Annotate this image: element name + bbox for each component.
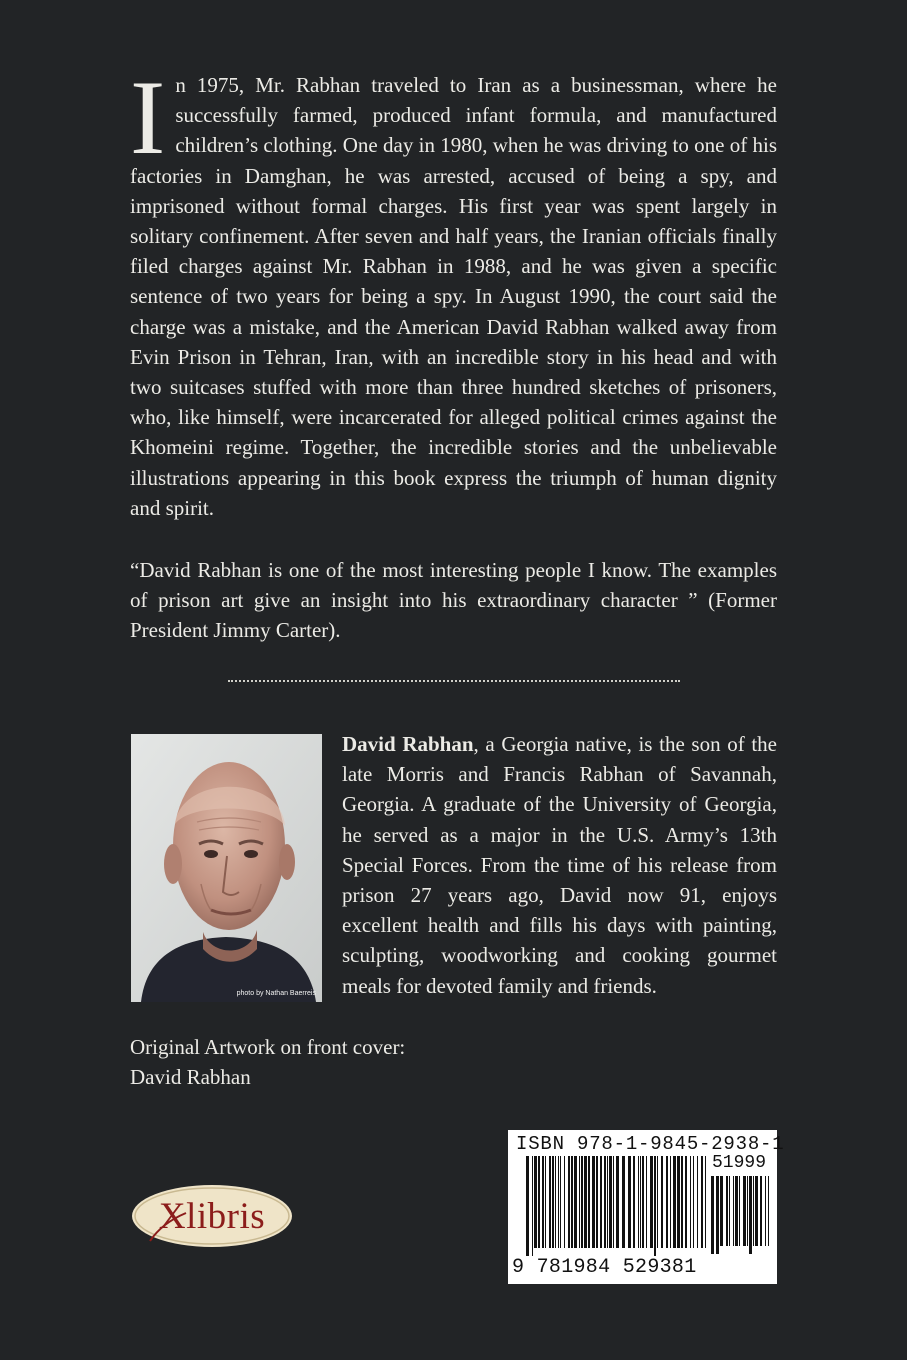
barcode-bar <box>739 1176 740 1246</box>
barcode-bar <box>542 1156 544 1248</box>
barcode-bar <box>564 1156 565 1248</box>
barcode-bar <box>726 1176 728 1246</box>
barcode-bar <box>532 1156 533 1256</box>
barcode-bar <box>733 1176 734 1246</box>
author-bio <box>342 729 777 1001</box>
isbn-barcode <box>508 1130 785 1284</box>
barcode-bar <box>743 1176 746 1246</box>
barcode-bar <box>646 1156 647 1248</box>
blurb-text: n 1975, Mr. Rabhan traveled to Iran as a businessman, where he successfully farmed, produced infant formula, and manufactured children’s clothing. One day in 1980, when he was driving to one of his factories in Damghan, he was arrested, accused of being a spy, and imprisoned without formal charges. His first year was spent largely in solitary confinement. After seven and half years, the Iranian officials finally filed charges against Mr. Rabhan in 1988, and he was given a specific sentence of two years for being a spy. In August 1990, the court said the charge was a mistake, and the American David Rabhan walked away from Evin Prison in Tehran, Iran, with an incredible story in his head and with two suitcases stuffed with more than three hundred sketches of prisoners, who, like himself, were incarcerated for alleged political crimes against the Khomeini regime. Together, the incredible stories and the unbelievable illustrations appearing in this book express the triumph of human dignity and spirit. <box>130 73 777 520</box>
barcode-bar <box>716 1176 719 1254</box>
barcode-bar <box>705 1156 706 1248</box>
author-portrait-image <box>131 734 322 1002</box>
drop-cap: I <box>130 59 166 176</box>
barcode-bar <box>552 1156 554 1248</box>
barcode-bar <box>753 1176 754 1246</box>
barcode-bar <box>765 1176 766 1246</box>
author-name: David Rabhan <box>342 732 474 756</box>
barcode-bar <box>697 1156 698 1248</box>
barcode-bar <box>596 1156 598 1248</box>
barcode-bar <box>600 1156 602 1248</box>
barcode-bar <box>670 1156 671 1248</box>
cover-credit-line-1: Original Artwork on front cover: <box>130 1035 406 1059</box>
barcode-bar <box>609 1156 612 1248</box>
barcode-bar <box>711 1176 714 1254</box>
barcode-bar <box>581 1156 583 1248</box>
barcode-bar <box>534 1156 537 1248</box>
barcode-bar <box>701 1156 703 1248</box>
barcode-bar <box>638 1156 639 1248</box>
barcode-bar <box>729 1176 730 1246</box>
ean-barcode-bars <box>526 1156 706 1256</box>
barcode-bar <box>640 1156 641 1248</box>
barcode-bar <box>673 1156 676 1248</box>
barcode-bar <box>604 1156 606 1248</box>
cover-credit-line-2: David Rabhan <box>130 1065 251 1089</box>
barcode-bar <box>760 1176 762 1246</box>
barcode-bar <box>568 1156 570 1248</box>
barcode-bar <box>681 1156 683 1248</box>
barcode-bar <box>633 1156 635 1248</box>
barcode-bar <box>574 1156 577 1248</box>
barcode-bar <box>584 1156 587 1248</box>
author-bio-text: , a Georgia native, is the son of the late Morris and Francis Rabhan of Savannah, Georgia. A graduate of the University of Georgia, he served as a major in the U.S. Army’s 13th Special Forces. From the time of his release from prison 27 years ago, David now 91, enjoys excellent health and fills his days with painting, sculpting, woodworking and cooking gourmet meals for devoted family and friends. <box>342 732 777 998</box>
barcode-bar <box>622 1156 625 1248</box>
barcode-bar <box>768 1176 769 1246</box>
barcode-bar <box>526 1156 529 1256</box>
barcode-bar <box>650 1156 653 1248</box>
addon-barcode-bars <box>711 1176 769 1254</box>
barcode-bar <box>592 1156 595 1248</box>
barcode-bar <box>560 1156 561 1248</box>
dotted-divider <box>228 680 680 682</box>
barcode-bar <box>579 1156 580 1248</box>
barcode-bar <box>549 1156 551 1248</box>
author-photo <box>131 734 322 1002</box>
barcode-bar <box>661 1156 663 1248</box>
isbn-label: ISBN 978-1-9845-2938-1 <box>516 1133 785 1155</box>
ean-digits: 9 781984 529381 <box>512 1256 697 1279</box>
cover-art-credit <box>130 1032 405 1092</box>
barcode-bar <box>588 1156 590 1248</box>
publisher-logo-text: Xlibris <box>158 1195 266 1237</box>
barcode-bar <box>693 1156 694 1248</box>
barcode-bar <box>558 1156 559 1248</box>
barcode-bar <box>538 1156 540 1248</box>
barcode-bar <box>628 1156 631 1248</box>
barcode-bar <box>677 1156 680 1248</box>
barcode-bar <box>720 1176 723 1246</box>
price-code: 51999 <box>712 1153 767 1173</box>
barcode-bar <box>747 1176 748 1246</box>
publisher-logo <box>130 1183 294 1249</box>
barcode-bar <box>690 1156 691 1248</box>
barcode-bar <box>607 1156 608 1248</box>
barcode-bar <box>571 1156 573 1248</box>
photo-credit: photo by Nathan Baerreis <box>236 990 316 997</box>
barcode-bar <box>735 1176 738 1246</box>
barcode-bar <box>545 1156 546 1248</box>
barcode-bar <box>749 1176 752 1254</box>
endorsement-quote: “David Rabhan is one of the most interesting people I know. The examples of prison art give an insight into his extraordinary character ” (Former President Jimmy Carter). <box>130 558 777 643</box>
barcode-bar <box>755 1176 758 1246</box>
barcode-bar <box>616 1156 619 1248</box>
barcode-bar <box>555 1156 556 1248</box>
barcode-bar <box>685 1156 687 1248</box>
barcode-bar <box>654 1156 656 1256</box>
barcode-bar <box>642 1156 644 1248</box>
barcode-bar <box>666 1156 668 1248</box>
barcode-bar <box>657 1156 658 1248</box>
barcode-bar <box>613 1156 614 1248</box>
back-cover-blurb <box>130 59 777 523</box>
